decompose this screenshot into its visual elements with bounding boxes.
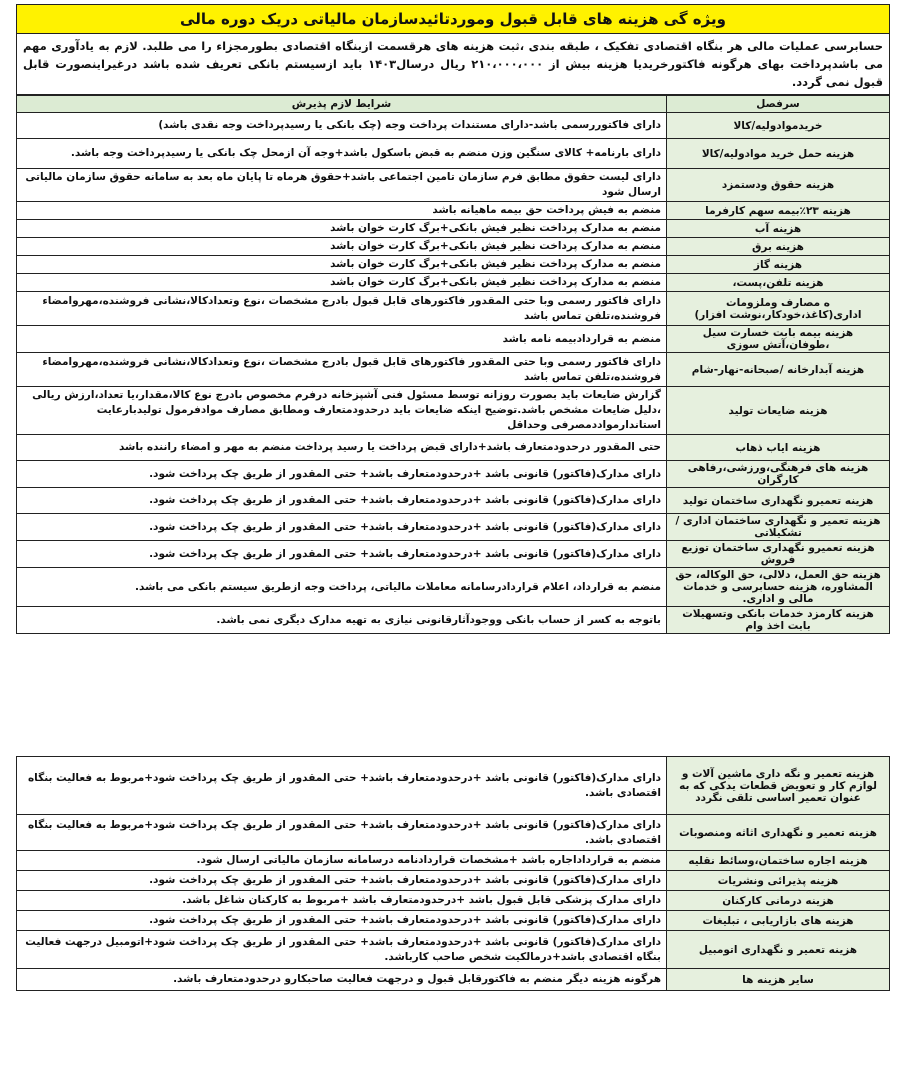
acceptance-condition-cell: منضم به قراردادبیمه نامه باشد <box>17 326 667 353</box>
table-row <box>17 461 890 488</box>
table-row <box>17 541 890 568</box>
header-topic: سرفصل <box>667 96 890 113</box>
expense-table-continued <box>16 756 890 991</box>
expense-topic-cell: ه مصارف وملزومات اداری(کاغذ،خودکار،نوشت افزار) <box>667 292 890 326</box>
expense-topic-cell: هزینه های فرهنگی،ورزشی،رفاهی کارگران <box>667 461 890 488</box>
table-row <box>17 488 890 514</box>
expense-topic-cell: هزینه تعمیر و نگهداری اثاثه ومنصوبات <box>667 815 890 851</box>
expense-table-body <box>17 113 890 634</box>
expense-sheet-page-2 <box>16 756 890 991</box>
acceptance-condition-cell: دارای مدارک(فاکتور) قانونی باشد +درحدودمتعارف باشد+ حتی المقدور از طریق چک پرداخت شود. <box>17 541 667 568</box>
expense-topic-cell: هزینه گاز <box>667 256 890 274</box>
expense-topic-cell: هزینه اجاره ساختمان،وسائط نقلیه <box>667 851 890 871</box>
expense-topic-cell: هزینه تلفن،پست، <box>667 274 890 292</box>
table-row <box>17 871 890 891</box>
expense-topic-cell: هزینه ضایعات تولید <box>667 387 890 435</box>
table-row <box>17 169 890 202</box>
acceptance-condition-cell: منضم به قرارداداجاره باشد +مشخصات قراردادنامه درسامانه سازمان مالیاتی ارسال شود. <box>17 851 667 871</box>
table-row <box>17 113 890 139</box>
page-title: ویژه گی هزینه های قابل قبول وموردتائیدسازمان مالیاتی دریک دوره مالی <box>16 4 890 34</box>
table-row <box>17 256 890 274</box>
expense-topic-cell: هزینه حقوق ودستمزد <box>667 169 890 202</box>
expense-topic-cell: هزینه حمل خرید موادولیه/کالا <box>667 139 890 169</box>
acceptance-condition-cell: دارای مدارک(فاکتور) قانونی باشد +درحدودمتعارف باشد+ حتی المقدور از طریق چک پرداخت شود. <box>17 911 667 931</box>
acceptance-condition-cell: دارای مدارک(فاکتور) قانونی باشد +درحدودمتعارف باشد+ حتی المقدور از طریق چک پرداخت شود. <box>17 871 667 891</box>
acceptance-condition-cell: دارای فاکتوررسمی باشد-دارای مستندات پرداخت وجه (چک بانکی یا رسیدپرداخت وجه نقدی باشد) <box>17 113 667 139</box>
expense-table <box>16 95 890 634</box>
acceptance-condition-cell: دارای فاکتور رسمی وبا حتی المقدور فاکتورهای قابل قبول بادرج مشخصات ،نوع وتعدادکالا،نشانی فروشنده،مهروامضاء فروشنده،تلفن تماس باشد <box>17 292 667 326</box>
expense-table-body-continued <box>17 757 890 991</box>
expense-topic-cell: خریدموادولیه/کالا <box>667 113 890 139</box>
table-row <box>17 353 890 387</box>
table-row <box>17 514 890 541</box>
table-row <box>17 238 890 256</box>
table-row <box>17 202 890 220</box>
acceptance-condition-cell: حتی المقدور درحدودمتعارف باشد+دارای قبض پرداخت یا رسید پرداخت منضم به مهر و امضاء راننده باشد <box>17 435 667 461</box>
table-row <box>17 607 890 634</box>
intro-paragraph: حسابرسی عملیات مالی هر بنگاه اقتصادی تفکیک ، طبقه بندی ،ثبت هزینه های هرقسمت ازبنگاه اقتصادی بطورمجزاء را می طلبد. لازم به یادآوری مهم می باشدپرداخت بهای هرگونه فاکتورخریدیا هزینه بیش از ۲۱۰،۰۰۰،۰۰۰ ریال درسال۱۴۰۳ باید ازسیستم بانکی تعریف شده باشد درغیراینصورت قابل قبول نمی گردد. <box>16 34 890 95</box>
expense-topic-cell: هزینه درمانی کارکنان <box>667 891 890 911</box>
acceptance-condition-cell: باتوجه به کسر از حساب بانکی ووجودآثارقانونی نیازی به تهیه مدارک دیگری نمی باشد. <box>17 607 667 634</box>
acceptance-condition-cell: دارای مدارک(فاکتور) قانونی باشد +درحدودمتعارف باشد+ حتی المقدور از طریق چک پرداخت شود+مربوط به فعالیت بنگاه اقتصادی باشد. <box>17 815 667 851</box>
expense-topic-cell: هزینه برق <box>667 238 890 256</box>
expense-topic-cell: هزینه های بازاریابی ، تبلیغات <box>667 911 890 931</box>
expense-topic-cell: سایر هزینه ها <box>667 969 890 991</box>
table-row <box>17 139 890 169</box>
acceptance-condition-cell: دارای مدارک(فاکتور) قانونی باشد +درحدودمتعارف باشد+ حتی المقدور از طریق چک پرداخت شود. <box>17 461 667 488</box>
acceptance-condition-cell: دارای فاکتور رسمی وبا حتی المقدور فاکتورهای قابل قبول بادرج مشخصات ،نوع وتعدادکالا،نشانی فروشنده،مهروامضاء فروشنده،تلفن تماس باشد <box>17 353 667 387</box>
acceptance-condition-cell: گزارش ضایعات باید بصورت روزانه توسط مسئول فنی آشپزخانه درفرم مخصوص بادرج نوع کالا،مقدار،یا تعداد،ارزش ریالی ،دلیل ضایعات مشخص باشد.توضیح اینکه ضایعات باید درحدودمتعارف ومطابق مصارف موادفرمول تولیدبارعایت استاندارمواددمصرفی وحداقل <box>17 387 667 435</box>
acceptance-condition-cell: دارای مدارک(فاکتور) قانونی باشد +درحدودمتعارف باشد+ حتی المقدور از طریق چک پرداخت شود+مربوط به فعالیت بنگاه اقتصادی باشد. <box>17 757 667 815</box>
expense-topic-cell: هزینه تعمیرو نگهداری ساختمان توزیع فروش <box>667 541 890 568</box>
table-row <box>17 911 890 931</box>
expense-sheet-page-1 <box>16 4 890 634</box>
acceptance-condition-cell: دارای مدارک(فاکتور) قانونی باشد +درحدودمتعارف باشد+ حتی المقدور از طریق چک پرداخت شود+اتومبیل درجهت فعالیت بنگاه اقتصادی باشد+درمالکیت شخص صاحب کارباشد. <box>17 931 667 969</box>
header-condition: شرایط لازم پذیرش <box>17 96 667 113</box>
acceptance-condition-cell: منضم به فیش پرداخت حق بیمه ماهیانه باشد <box>17 202 667 220</box>
acceptance-condition-cell: منضم به قرارداد، اعلام قراردادرسامانه معاملات مالیاتی، پرداخت وجه ازطریق سیستم بانکی می باشد. <box>17 568 667 607</box>
table-row <box>17 220 890 238</box>
expense-topic-cell: هزینه آب <box>667 220 890 238</box>
expense-topic-cell: هزینه پذیرائی ونشریات <box>667 871 890 891</box>
acceptance-condition-cell: منضم به مدارک پرداخت نظیر فیش بانکی+برگ کارت خوان باشد <box>17 256 667 274</box>
expense-topic-cell: هزینه تعمیرو نگهداری ساختمان تولید <box>667 488 890 514</box>
expense-topic-cell: هزینه بیمه بابت خسارت سیل ،طوفان،آتش سوزی <box>667 326 890 353</box>
acceptance-condition-cell: دارای مدارک پزشکی قابل قبول باشد +درحدودمتعارف باشد +مربوط به کارکنان شاغل باشد. <box>17 891 667 911</box>
table-row <box>17 292 890 326</box>
expense-topic-cell: هزینه ۲۳٪بیمه سهم کارفرما <box>667 202 890 220</box>
acceptance-condition-cell: دارای لیست حقوق مطابق فرم سازمان تامین اجتماعی باشد+حقوق هرماه تا پایان ماه بعد به سامانه حقوق سازمان مالیاتی ارسال شود <box>17 169 667 202</box>
expense-topic-cell: هزینه تعمیر و نگهداری ساختمان اداری /تشکیلاتی <box>667 514 890 541</box>
acceptance-condition-cell: دارای مدارک(فاکتور) قانونی باشد +درحدودمتعارف باشد+ حتی المقدور از طریق چک پرداخت شود. <box>17 514 667 541</box>
expense-topic-cell: هزینه تعمیر و نگه داری ماشین آلات و لوازم کار و تعویض قطعات یدکی که به عنوان تعمیر اساسی تلقی نگردد <box>667 757 890 815</box>
table-row <box>17 969 890 991</box>
table-row <box>17 815 890 851</box>
table-header-row <box>17 96 890 113</box>
acceptance-condition-cell: منضم به مدارک پرداخت نظیر فیش بانکی+برگ کارت خوان باشد <box>17 274 667 292</box>
acceptance-condition-cell: دارای بارنامه+ کالای سنگین وزن منضم به قبض باسکول باشد+وجه آن ازمحل چک بانکی یا رسیدپرداخت وجه باشد. <box>17 139 667 169</box>
acceptance-condition-cell: دارای مدارک(فاکتور) قانونی باشد +درحدودمتعارف باشد+ حتی المقدور از طریق چک پرداخت شود. <box>17 488 667 514</box>
table-row <box>17 435 890 461</box>
acceptance-condition-cell: هرگونه هزینه دیگر منضم به فاکتورقابل قبول و درجهت فعالیت صاحبکارو درحدودمتعارف باشد. <box>17 969 667 991</box>
table-row <box>17 891 890 911</box>
acceptance-condition-cell: منضم به مدارک پرداخت نظیر فیش بانکی+برگ کارت خوان باشد <box>17 220 667 238</box>
expense-topic-cell: هزینه تعمیر و نگهداری اتومبیل <box>667 931 890 969</box>
acceptance-condition-cell: منضم به مدارک پرداخت نظیر فیش بانکی+برگ کارت خوان باشد <box>17 238 667 256</box>
expense-topic-cell: هزینه کارمزد خدمات بانکی وتسهیلات بابت اخذ وام <box>667 607 890 634</box>
table-row <box>17 851 890 871</box>
table-row <box>17 931 890 969</box>
table-row <box>17 568 890 607</box>
table-row <box>17 274 890 292</box>
table-row <box>17 757 890 815</box>
expense-topic-cell: هزینه حق العمل، دلالی، حق الوکاله، حق المشاوره، هزینه حسابرسی و خدمات مالی و اداری. <box>667 568 890 607</box>
expense-topic-cell: هزینه آبدارخانه /صبحانه-نهار-شام <box>667 353 890 387</box>
table-row <box>17 387 890 435</box>
table-row <box>17 326 890 353</box>
expense-topic-cell: هزینه ایاب ذهاب <box>667 435 890 461</box>
